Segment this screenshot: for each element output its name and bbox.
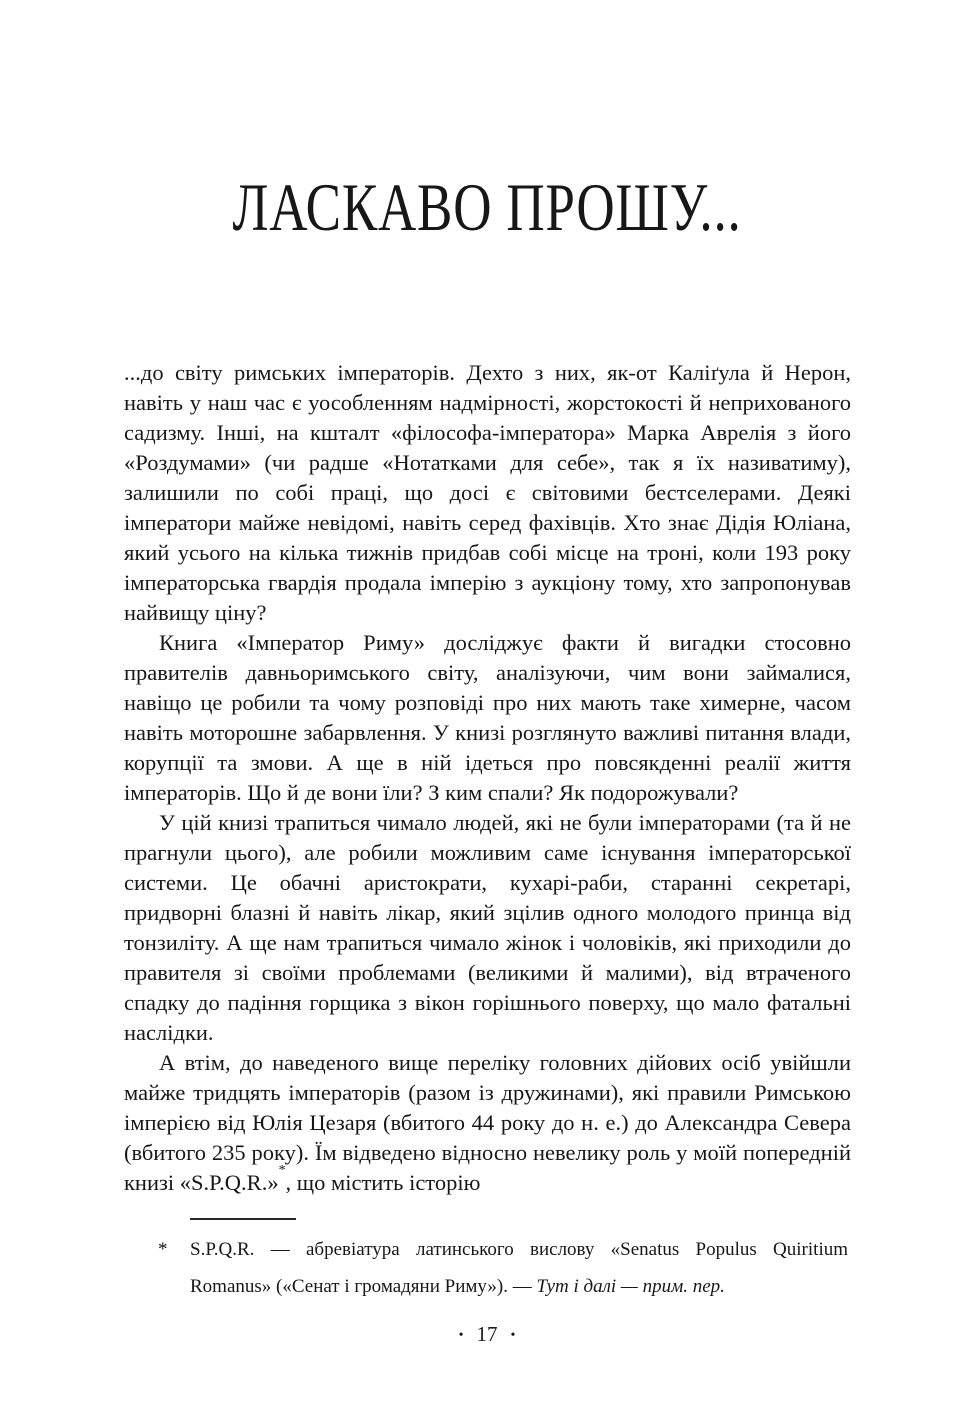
paragraph-1: ...до світу римських імператорів. Дехто з них, як-от Каліґула й Нерон, навіть у наш час є уособленням надмірності, жорстокості й неприхованого садизму. Інші, на кшталт «філософа-імператора» Марка Аврелія з його «Роздумами» (чи радше «Нотатками для себе», так я їх називатиму), залишили по собі праці, що досі є світовими бестселерами. Деякі імператори майже невідомі, навіть серед фахівців. Хто знає Дідія Юліана, який усього на кілька тижнів придбав собі місце на троні, коли 193 року імператорська гвардія продала імперію з аукціону тому, хто запропонував найвищу ціну? bbox=[124, 360, 851, 625]
bullet-icon: • bbox=[458, 1328, 464, 1343]
page-number: 17 bbox=[476, 1322, 498, 1346]
footnote bbox=[158, 1231, 848, 1305]
paragraph-2: Книга «Імператор Риму» досліджує факти й вигадки стосовно правителів давньоримського світу, аналізуючи, чим вони займалися, навіщо це робили та чому розповіді про них мають таке химерне, часом навіть моторошне забарвлення. У книзі розглянуто важливі питання влади, корупції та змови. А ще в ній ідеться про повсякденні реалії життя імператорів. Що й де вони їли? З ким спали? Як подорожували? bbox=[124, 630, 851, 805]
bullet-icon: • bbox=[510, 1328, 516, 1343]
footnote-separator bbox=[190, 1218, 296, 1220]
footnote-text bbox=[190, 1231, 848, 1305]
paragraph-4-text-after: , що містить історію bbox=[285, 1170, 481, 1195]
paragraph-4-text: А втім, до наведеного вище переліку головних дійових осіб увійшли майже тридцять імператорів (разом із дружинами), які правили Римською імперією від Юлія Цезаря (вбитого 44 року до н. е.) до Александра Севера (вбитого 235 року). Їм відведено відносно невелику роль у моїй попередній книзі «S.P.Q.R.» bbox=[124, 1050, 851, 1195]
footnote-marker: * bbox=[158, 1239, 168, 1260]
paragraph-4 bbox=[124, 1048, 851, 1198]
footnote-text-main: S.P.Q.R. — абревіатура латинського вислову «Senatus Populus Quiritium Romanus» («Сенат і громадяни Риму»). — bbox=[190, 1239, 848, 1297]
paragraph-3: У цій книзі трапиться чимало людей, які не були імператорами (та й не прагнули цього), але робили можливим саме існування імператорської системи. Це обачні аристократи, кухарі-раби, старанні секретарі, придворні блазні й навіть лікар, який зцілив одного молодого принца від тонзиліту. А ще нам трапиться чимало жінок і чоловіків, які приходили до правителя зі своїми проблемами (великими й малими), від втраченого спадку до падіння горщика з вікон горішнього поверху, що мало фатальні наслідки. bbox=[124, 810, 851, 1045]
chapter-title: ЛАСКАВО ПРОШУ... bbox=[232, 169, 742, 245]
page-footer bbox=[0, 1322, 974, 1347]
footnote-translator-note: Тут і далі — прим. пер. bbox=[536, 1276, 725, 1297]
footnote-reference: * bbox=[278, 1162, 286, 1178]
body-text bbox=[124, 358, 851, 1198]
